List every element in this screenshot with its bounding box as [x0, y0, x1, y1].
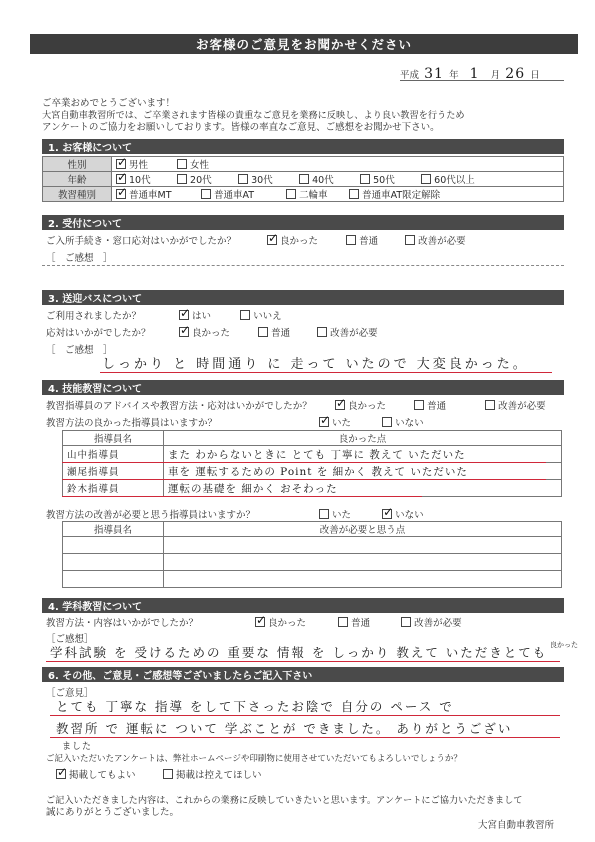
empty-cell: [164, 537, 562, 554]
checkbox-improve[interactable]: [485, 400, 495, 410]
option-at-release[interactable]: 普通車AT限定解除: [349, 187, 440, 201]
s5-option-normal[interactable]: 普通: [338, 615, 398, 629]
s4-option-wasnt-2[interactable]: ✓ いない: [383, 505, 424, 521]
s6-consent-options: [56, 767, 262, 781]
s2-comment-line: [42, 265, 564, 266]
option-publish-ok[interactable]: ✓ 掲載してもよい: [57, 765, 136, 781]
date-month-label: 月: [490, 70, 501, 81]
checkbox-wasnt[interactable]: [382, 417, 392, 427]
red-underline: [46, 661, 560, 662]
date-era: 平成: [400, 70, 420, 81]
s4-option-wasnt[interactable]: いない: [382, 415, 424, 429]
check-mark-icon: ✓: [117, 155, 128, 169]
checkbox-at[interactable]: [201, 189, 211, 199]
footer-line-2: 誠にありがとうございました。: [46, 807, 180, 818]
date-month: 1: [469, 66, 480, 82]
checkbox-good[interactable]: [255, 613, 267, 627]
checkbox-good[interactable]: [179, 323, 191, 337]
red-underline: [62, 496, 422, 497]
improve-instructor-table: [62, 521, 562, 588]
age-options: [112, 172, 564, 187]
option-female[interactable]: 女性: [177, 157, 209, 171]
s6-handwritten-line-3: ました: [62, 742, 93, 752]
option-10s[interactable]: ✓ 10代: [117, 170, 151, 186]
instructor-point: 車を 運転するための Point を 細かく 教えて いただいた: [164, 463, 562, 480]
footer-line-1: ご記入いただきました内容は、これからの業務に反映していきたいと思います。アンケートにご協力いただきまして: [46, 795, 523, 806]
s2-option-improve[interactable]: 改善が必要: [405, 233, 466, 247]
s6-consent-question: ご記入いただいたアンケートは、弊社ホームページや印刷物に使用させていただいてもよろしいでしょうか？: [46, 754, 462, 764]
s4-q1: 教習指導員のアドバイスや教習方法・応対はいかがでしたか？ ✓ 良かった 普通 改善が必要: [46, 396, 546, 412]
section-1-header: 1. お客様について: [42, 139, 564, 154]
s4-option-normal[interactable]: 普通: [414, 398, 482, 412]
s3-comment-label: ［ ご感想 ］: [46, 345, 113, 356]
date-day-label: 日: [530, 70, 540, 81]
checkbox-improve[interactable]: [317, 327, 327, 337]
red-underline: [50, 737, 560, 738]
s5-option-improve[interactable]: 改善が必要: [401, 615, 462, 629]
date-year-label: 年: [449, 70, 459, 81]
red-underline: [62, 462, 546, 463]
s3-handwritten-comment: しっかり と 時間通り に 走って いたので 大変良かった。: [102, 357, 529, 372]
red-underline: [50, 715, 560, 716]
section-2-header: 2. 受付について: [42, 215, 564, 230]
date-underline: [400, 80, 564, 81]
red-underline: [62, 479, 546, 480]
s2-option-normal[interactable]: 普通: [346, 233, 402, 247]
s4-option-was[interactable]: ✓ いた: [320, 413, 352, 429]
checkbox-good[interactable]: [267, 231, 279, 245]
s3-option-improve[interactable]: 改善が必要: [317, 325, 378, 339]
checkbox-was[interactable]: [319, 413, 331, 427]
option-40s[interactable]: 40代: [299, 172, 357, 186]
checkbox-normal[interactable]: [346, 235, 356, 245]
instructor-name: 山中指導員: [63, 446, 164, 463]
s3-q2: 応対はいかがでしたか？ ✓ 良かった 普通 改善が必要: [46, 323, 378, 339]
checkbox-bike[interactable]: [286, 189, 296, 199]
s2-question: ご入所手続き・窓口応対はいかがでしたか？ ✓ 良かった 普通 改善が必要: [46, 231, 466, 247]
intro-line-1: ご卒業おめでとうございます！: [42, 98, 176, 109]
check-mark-icon: ✓: [336, 396, 347, 410]
s5-handwritten-tail: 良かった: [550, 641, 578, 649]
section-6-header: 6. その他、ご意見・ご感想等ございましたらご記入下さい: [42, 667, 564, 682]
intro-line-3: アンケートのご協力をお願いしております。皆様の率直なご意見、ご感想をお聞かせ下さい。: [42, 122, 440, 133]
option-male[interactable]: ✓ 男性: [117, 155, 149, 171]
checkbox-normal[interactable]: [258, 327, 268, 337]
empty-cell: [63, 537, 164, 554]
course-row: [43, 187, 564, 202]
checkbox-10s[interactable]: [116, 170, 128, 184]
s4-option-was-2[interactable]: いた: [319, 507, 379, 521]
s3-option-normal[interactable]: 普通: [258, 325, 314, 339]
option-30s[interactable]: 30代: [238, 172, 296, 186]
instructor-name: 瀬尾指導員: [63, 463, 164, 480]
checkbox-improve[interactable]: [401, 617, 411, 627]
check-mark-icon: ✓: [383, 505, 394, 519]
gender-label: 性別: [43, 157, 112, 172]
check-mark-icon: ✓: [320, 413, 331, 427]
check-mark-icon: ✓: [268, 231, 279, 245]
s3-q1: ご利用されましたか？ ✓ はい いいえ: [46, 306, 282, 322]
checkbox-30s[interactable]: [238, 174, 248, 184]
checkbox-mt[interactable]: [116, 185, 128, 199]
option-mt[interactable]: ✓ 普通車MT: [117, 185, 172, 201]
section-3-header: 3. 送迎バスについて: [42, 290, 564, 305]
s3-option-no[interactable]: いいえ: [240, 308, 282, 322]
check-mark-icon: ✓: [117, 185, 128, 199]
column-header-point: 良かった点: [164, 431, 562, 446]
table-header-row: [63, 522, 562, 537]
table-header-row: [63, 431, 562, 446]
s2-comment-label: ［ ご感想 ］: [46, 253, 113, 264]
s5-option-good[interactable]: ✓ 良かった: [256, 613, 307, 629]
table-row: [63, 463, 562, 480]
option-60s-plus[interactable]: 60代以上: [421, 172, 475, 186]
checkbox-male[interactable]: [116, 155, 128, 169]
check-mark-icon: ✓: [57, 765, 68, 779]
checkbox-normal[interactable]: [414, 400, 424, 410]
checkbox-yes[interactable]: [179, 306, 191, 320]
empty-cell: [63, 571, 164, 588]
checkbox-publish-no[interactable]: [163, 769, 173, 779]
s4-option-good[interactable]: ✓ 良かった: [336, 396, 387, 412]
s6-comment-label: ［ご意見］: [46, 688, 94, 699]
s3-option-yes[interactable]: ✓ はい: [180, 306, 212, 322]
check-mark-icon: ✓: [256, 613, 267, 627]
empty-cell: [164, 571, 562, 588]
s2-option-good[interactable]: ✓ 良かった: [268, 231, 319, 247]
red-underline: [100, 372, 552, 373]
date-day: 26: [505, 66, 526, 82]
good-instructor-table: [62, 430, 562, 497]
instructor-point: 運転の基礎を 細かく おそわった: [164, 480, 562, 497]
instructor-name: 鈴木指導員: [63, 480, 164, 497]
section-4-header: 4. 技能教習について: [42, 380, 564, 395]
check-mark-icon: ✓: [117, 170, 128, 184]
column-header-point: 改善が必要と思う点: [164, 522, 562, 537]
s6-handwritten-line-1: とても 丁寧な 指導 をして下さったお陰で 自分の ペース で: [56, 699, 454, 714]
column-header-name: 指導員名: [63, 431, 164, 446]
course-label: 教習種別: [43, 187, 112, 202]
s5-question: 教習方法・内容はいかがでしたか？ ✓ 良かった 普通 改善が必要: [46, 613, 462, 629]
checkbox-improve[interactable]: [405, 235, 415, 245]
course-options: [112, 187, 564, 202]
s5-comment-label: ［ご感想］: [46, 634, 94, 645]
empty-cell: [63, 554, 164, 571]
checkbox-normal[interactable]: [338, 617, 348, 627]
option-20s[interactable]: 20代: [177, 172, 235, 186]
footer-org: 大宮自動車教習所: [478, 820, 555, 831]
checkbox-wasnt[interactable]: [382, 505, 394, 519]
s4-option-improve[interactable]: 改善が必要: [485, 398, 546, 412]
s4-q2: 教習方法の良かった指導員はいますか？ ✓ いた いない: [46, 413, 424, 429]
check-mark-icon: ✓: [180, 323, 191, 337]
section-5-header: 4. 学科教習について: [42, 598, 564, 613]
table-row: [63, 537, 562, 554]
checkbox-40s[interactable]: [299, 174, 309, 184]
s3-option-good[interactable]: ✓ 良かった: [180, 323, 231, 339]
s5-handwritten-comment: 学科試験 を 受けるための 重要な 情報 を しっかり 教えて いただきとても: [50, 645, 548, 660]
checkbox-was[interactable]: [319, 509, 329, 519]
option-publish-no[interactable]: 掲載は控えてほしい: [163, 767, 262, 781]
survey-title: お客様のご意見をお聞かせください: [30, 34, 578, 54]
instructor-point: また わからないときに とても 丁寧に 教えて いただいた: [164, 446, 562, 463]
date-year: 31: [424, 66, 444, 82]
customer-info-table: [42, 156, 564, 202]
option-bike[interactable]: 二輪車: [286, 187, 346, 201]
checkbox-good[interactable]: [335, 396, 347, 410]
column-header-name: 指導員名: [63, 522, 164, 537]
table-row: [63, 480, 562, 497]
age-label: 年齢: [43, 172, 112, 187]
checkbox-50s[interactable]: [360, 174, 370, 184]
checkbox-20s[interactable]: [177, 174, 187, 184]
gender-options: [112, 157, 564, 172]
option-50s[interactable]: 50代: [360, 172, 418, 186]
s4-q3: 教習方法の改善が必要と思う指導員はいますか？ いた ✓ いない: [46, 505, 424, 521]
check-mark-icon: ✓: [180, 306, 191, 320]
table-row: [63, 571, 562, 588]
option-at[interactable]: 普通車AT: [201, 187, 283, 201]
table-row: [63, 446, 562, 463]
intro-line-2: 大宮自動車教習所では、ご卒業されます皆様の貴重なご意見を業務に反映し、より良い教習を行うため: [42, 110, 465, 121]
checkbox-no[interactable]: [240, 310, 250, 320]
table-row: [63, 554, 562, 571]
checkbox-female[interactable]: [177, 159, 187, 169]
checkbox-60s-plus[interactable]: [421, 174, 431, 184]
empty-cell: [164, 554, 562, 571]
checkbox-at-release[interactable]: [349, 189, 359, 199]
s6-handwritten-line-2: 教習所 で 運転に ついて 学ぶことが できました。 ありがとうござい: [56, 721, 513, 736]
checkbox-publish-ok[interactable]: [56, 765, 68, 779]
